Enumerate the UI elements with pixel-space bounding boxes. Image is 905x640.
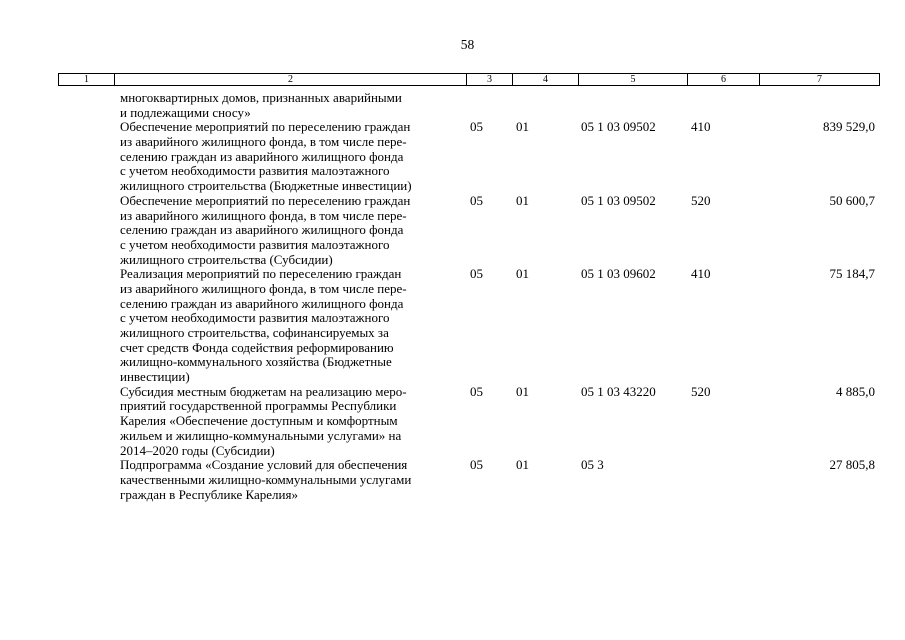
expense-name-line: с учетом необходимости развития малоэтажного [120, 310, 390, 326]
amount-value [760, 91, 875, 106]
expense-name-line: из аварийного жилищного фонда, в том числе пере- [120, 207, 407, 223]
expense-name-line: Реализация мероприятий по переселению граждан [120, 266, 402, 282]
expense-name-line: жилищного строительства, софинансируемых за [120, 325, 389, 340]
expense-name-line: многоквартирных домов, признанных аварийными [120, 90, 402, 105]
expense-name-line: качественными жилищно-коммунальными услугами [120, 471, 412, 487]
target-article-code: 05 1 03 09602 [581, 266, 656, 282]
expense-name-line: жильем и жилищно-коммунальными услугами» на [120, 427, 402, 443]
expense-name-line: жилищно-коммунального хозяйства (Бюджетные [120, 354, 392, 370]
column-header: 7 [760, 74, 880, 86]
subsection-code: 01 [516, 383, 529, 399]
expense-name-line: жилищного строительства (Субсидии) [120, 251, 333, 267]
expense-name-line: селению граждан из аварийного жилищного фонда [120, 295, 404, 311]
subsection-code: 01 [516, 457, 529, 473]
section-code: 05 [470, 266, 483, 282]
section-code: 05 [470, 192, 483, 208]
expense-name [120, 385, 465, 458]
expense-name-line: Подпрограмма «Создание условий для обеспечения [120, 457, 408, 473]
target-article-code: 05 1 03 43220 [581, 383, 656, 399]
expense-name-line: Обеспечение мероприятий по переселению граждан [120, 119, 411, 135]
expense-name [120, 91, 465, 120]
section-code: 05 [470, 457, 483, 473]
expense-name [120, 267, 465, 385]
expense-name-line: Субсидия местным бюджетам на реализацию меро- [120, 383, 407, 399]
target-article-code: 05 1 03 09502 [581, 192, 656, 208]
column-header-table [58, 73, 880, 86]
column-header: 2 [115, 74, 467, 86]
expense-type-code: 520 [691, 192, 711, 208]
subsection-code: 01 [516, 119, 529, 135]
expense-name [120, 120, 465, 193]
expense-name-line: селению граждан из аварийного жилищного фонда [120, 222, 404, 238]
expense-name-line: счет средств Фонда содействия реформированию [120, 339, 394, 355]
budget-table-body [0, 91, 905, 502]
table-row [0, 458, 905, 502]
expense-name-line: с учетом необходимости развития малоэтажного [120, 236, 390, 252]
page-number: 58 [460, 37, 475, 52]
expense-name-line: селению граждан из аварийного жилищного фонда [120, 148, 404, 164]
expense-name-line: Карелия «Обеспечение доступным и комфортным [120, 413, 398, 429]
expense-type-code: 520 [691, 383, 711, 399]
column-header: 3 [467, 74, 513, 86]
target-article-code: 05 1 03 09502 [581, 119, 656, 135]
expense-name-line: инвестиции) [120, 369, 190, 385]
table-row [0, 267, 905, 385]
table-row [0, 194, 905, 267]
amount-value: 839 529,0 [823, 119, 875, 135]
column-header: 1 [59, 74, 115, 86]
expense-name [120, 194, 465, 267]
table-row [0, 120, 905, 193]
amount-value: 4 885,0 [836, 383, 875, 399]
expense-name-line: и подлежащими сносу» [120, 104, 251, 120]
expense-name-line: из аварийного жилищного фонда, в том числе пере- [120, 134, 407, 150]
subsection-code: 01 [516, 192, 529, 208]
table-row [0, 385, 905, 458]
column-header: 4 [513, 74, 579, 86]
amount-value: 27 805,8 [829, 457, 875, 473]
amount-value: 75 184,7 [829, 266, 875, 282]
target-article-code: 05 3 [581, 457, 604, 473]
expense-name-line: Обеспечение мероприятий по переселению граждан [120, 192, 411, 208]
column-header: 6 [688, 74, 760, 86]
column-header-row [59, 74, 880, 86]
expense-type-code: 410 [691, 119, 711, 135]
section-code: 05 [470, 119, 483, 135]
expense-name-line: жилищного строительства (Бюджетные инвестиции) [120, 178, 412, 194]
expense-name-line: приятий государственной программы Республики [120, 398, 397, 414]
expense-name-line: 2014–2020 годы (Субсидии) [120, 442, 275, 458]
expense-name-line: из аварийного жилищного фонда, в том числе пере- [120, 280, 407, 296]
expense-name-line: граждан в Республике Карелия» [120, 486, 298, 502]
table-row [0, 91, 905, 120]
subsection-code: 01 [516, 266, 529, 282]
expense-name-line: с учетом необходимости развития малоэтажного [120, 163, 390, 179]
section-code: 05 [470, 383, 483, 399]
amount-value: 50 600,7 [829, 192, 875, 208]
column-header: 5 [579, 74, 688, 86]
expense-type-code: 410 [691, 266, 711, 282]
expense-name [120, 458, 465, 502]
